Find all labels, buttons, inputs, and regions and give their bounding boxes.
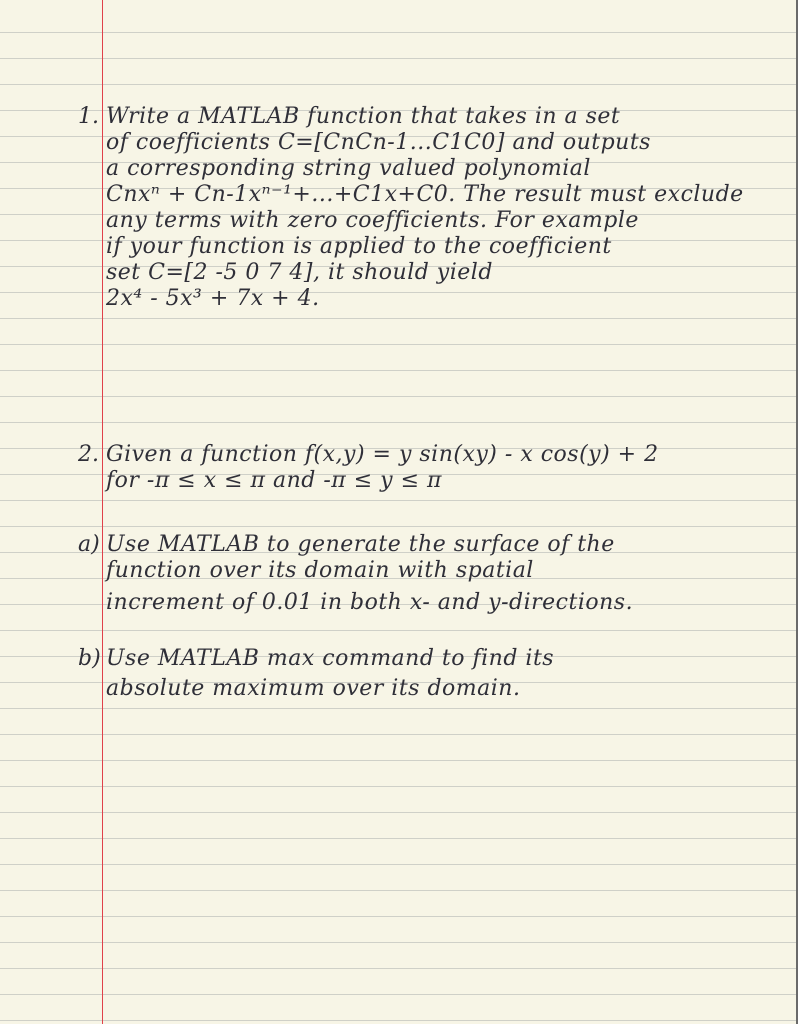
problem-1-line: of coefficients C=[CnCn-1...C1C0] and outputs — [106, 130, 651, 155]
problem-1-line: Cnxⁿ + Cn-1xⁿ⁻¹+...+C1x+C0. The result must exclude — [106, 182, 744, 207]
part-a-line: Use MATLAB to generate the surface of the — [106, 532, 615, 557]
part-a-line: function over its domain with spatial — [106, 558, 534, 583]
red-margin-line — [102, 0, 103, 1024]
part-b-line: absolute maximum over its domain. — [106, 676, 521, 701]
problem-2-line: Given a function f(x,y) = y sin(xy) - x cos(y) + 2 — [106, 442, 659, 467]
problem-1-line: 2x⁴ - 5x³ + 7x + 4. — [106, 286, 320, 311]
problem-1-line: Write a MATLAB function that takes in a set — [106, 104, 621, 129]
part-a-label: a) — [78, 532, 100, 557]
problem-2-number: 2. — [78, 442, 99, 467]
problem-1-line: any terms with zero coefficients. For example — [106, 208, 639, 233]
problem-2-line: for -π ≤ x ≤ π and -π ≤ y ≤ π — [106, 468, 442, 493]
problem-1-number: 1. — [78, 104, 99, 129]
part-b-line: Use MATLAB max command to find its — [106, 646, 555, 671]
problem-1-line: set C=[2 -5 0 7 4], it should yield — [106, 260, 493, 285]
problem-1-line: a corresponding string valued polynomial — [106, 156, 591, 181]
part-a-line: increment of 0.01 in both x- and y-directions. — [106, 590, 634, 615]
problem-1-line: if your function is applied to the coefficient — [106, 234, 612, 259]
part-b-label: b) — [78, 646, 101, 671]
